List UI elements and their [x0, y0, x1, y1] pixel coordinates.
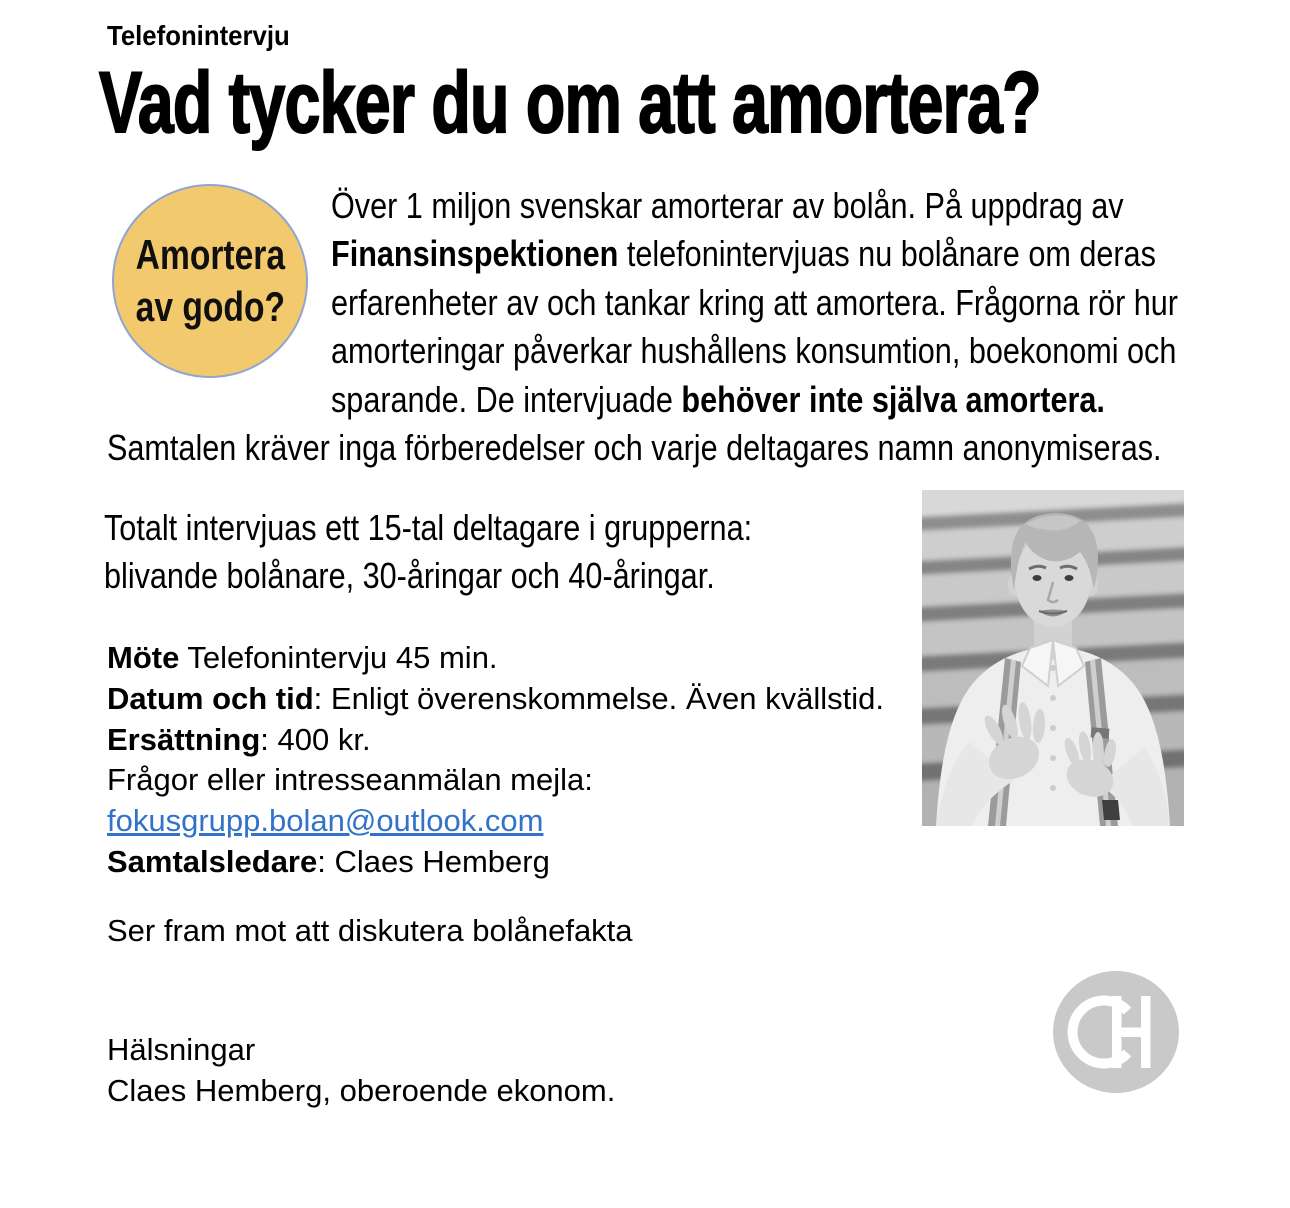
portrait-photo: [922, 490, 1184, 826]
amortera-badge: [112, 184, 308, 378]
finansinspektionen-bold: Finansinspektionen: [331, 233, 619, 275]
email-link[interactable]: fokusgrupp.bolan@outlook.com: [107, 803, 544, 839]
badge-line-1: Amortera: [135, 231, 285, 278]
detail-compensation: Ersättning: 400 kr.: [107, 721, 371, 757]
intro-line-2: Finansinspektionen telefonintervjuas nu bolånare om deras: [331, 233, 1156, 275]
behover-inte-bold: behöver inte själva amortera.: [681, 378, 1105, 420]
groups-paragraph: [104, 504, 866, 601]
portrait-photo-graphic: [922, 490, 1184, 826]
signature-block: [107, 1030, 615, 1112]
intro-line-4: amorteringar påverkar hushållens konsumtion, boekonomi och: [331, 330, 1177, 372]
kicker: [107, 19, 306, 53]
detail-datetime: Datum och tid: Enligt överenskommelse. Även kvällstid.: [107, 680, 884, 716]
kicker-text: Telefonintervju: [107, 20, 290, 51]
closing-line: Ser fram mot att diskutera bolånefakta: [107, 913, 633, 948]
page-title: [99, 55, 1290, 151]
detail-meeting: Möte Telefonintervju 45 min.: [107, 640, 498, 675]
detail-email: [107, 801, 884, 842]
badge-line-2: av godo?: [135, 283, 285, 330]
detail-contact: Frågor eller intresseanmälan mejla:: [107, 762, 593, 798]
intro-line-1: Över 1 miljon svenskar amorterar av bolån. På uppdrag av: [331, 185, 1124, 226]
intro-paragraph: [331, 182, 1290, 424]
page-title-text: Vad tycker du om att amortera?: [99, 55, 1041, 151]
intro-line-3: erfarenheter av och tankar kring att amortera. Frågorna rör hur: [331, 281, 1178, 323]
ch-monogram-logo: [1053, 971, 1179, 1093]
groups-line-2: blivande bolånare, 30-åringar och 40-åringar.: [104, 555, 715, 597]
signature-name: Claes Hemberg, oberoende ekonom.: [107, 1072, 616, 1108]
signature-greeting: Hälsningar: [107, 1032, 256, 1067]
intro-line-5: sparande. De intervjuade behöver inte själva amortera.: [331, 378, 1105, 420]
ch-monogram-icon: [1053, 971, 1179, 1093]
detail-leader: Samtalsledare: Claes Hemberg: [107, 843, 550, 879]
details-block: [107, 638, 884, 883]
anonymity-line: Samtalen kräver inga förberedelser och varje deltagares namn anonymiseras.: [107, 427, 1162, 468]
groups-line-1: Totalt intervjuas ett 15-tal deltagare i grupperna:: [104, 507, 753, 548]
